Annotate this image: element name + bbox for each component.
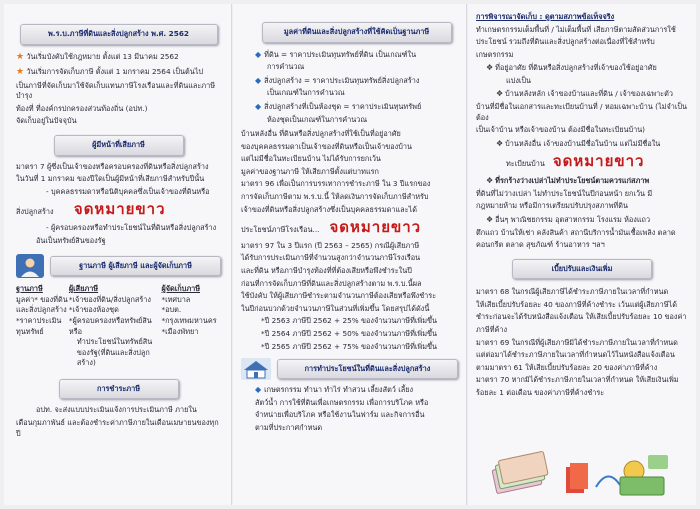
use-row <box>241 358 458 380</box>
diamond-icon: ❖ <box>486 63 494 73</box>
rate-row: *ปี 2565 ภาษีปี 2562 + 75% ของจำนวนภาษีที่เพิ่มขึ้น <box>261 341 438 351</box>
penalty-text: มาตรา 68 ในกรณีผู้เสียภาษีได้ชำระภาษีภายในเวลาที่กำหนด ให้เสียเบี้ยปรับร้อยละ 40 ของภาษีที่ค้างชำระ เว้นแต่ผู้เสียภาษีได้ ชำระก่อนจะได้รับหนังสือแจ้งเตือน ให้เสียเบี้ยปรับร้อยละ 10 ของค่า ภาษีที่ค้าง มาตรา 69 ในกรณีที่ผู้เสียภาษีมิได้ชำระภาษีภายในเวลาที่กำหนด แต่ต่อมาได้ชำระภาษีภายในเวลาที่กำหนดไว้ในหนังสือแจ้งเตือน ตามมาตรา 61 ให้เสียเบี้ยปรับร้อยละ 20 ของค่าภาษีที่ค้าง มาตรา 70 หากมิได้ชำระภาษีภายในเวลาที่กำหนด ให้เสียเงินเพิ่ม ร้อยละ 1 ต่อเดือน ของค่าภาษีที่ค้างชำระ <box>476 287 687 397</box>
rate-row: *ปี 2564 ภาษีปี 2562 + 50% ของจำนวนภาษีที่เพิ่มขึ้น <box>261 328 438 338</box>
title-box: พ.ร.บ.ภาษีที่ดินและสิ่งปลูกสร้าง พ.ศ. 2562 <box>20 24 218 45</box>
collect-box: การชำระภาษี <box>59 379 179 400</box>
column-head: ฐานภาษี <box>16 284 43 294</box>
tax-base-box: ฐานภาษี ผู้เสียภาษี และผู้จัดเก็บภาษี <box>50 256 221 277</box>
star-icon: ★ <box>16 51 25 62</box>
column-taxpayer: ผู้เสียภาษี *เจ้าของที่ดิน/สิ่งปลูกสร้าง *เจ้าของห้องชุด *ผู้ครอบครองหรือทรัพย์สินหรือ ทำประโยชน์ในทรัพย์สิน ของรัฐ(ที่ดินและสิ่งปลูกสร้าง) <box>69 284 162 369</box>
item-other-house: ❖ บ้านหลังอื่น เจ้าของบ้านมีชื่อในบ้าน แต่ไม่มีชื่อใน <box>496 138 661 148</box>
intro-text: จัดเก็บอยู่ในปัจจุบัน <box>16 116 77 126</box>
item-etc: ❖ อื่นๆ พาณิชยกรรม อุตสาหกรรม โรงแรม ห้องแถว <box>486 214 651 224</box>
value-item: ◆ สิ่งปลูกสร้าง = ราคาประเมินทุนทรัพย์สิ่งปลูกสร้าง <box>255 75 420 85</box>
tax-base-columns <box>16 284 221 369</box>
panel-middle: มูลค่าที่ดินและสิ่งปลูกสร้างที่ใช้คิดเป็นฐานภาษี ◆ ที่ดิน = ราคาประเมินทุนทรัพย์ที่ดิน เป็นเกณฑ์ใน การคำนวณ ◆ สิ่งปลูกสร้าง = ราคาประเมินทุนทรัพย์สิ่งปลูกสร้าง เป็นเกณฑ์ในการคำนวณ ◆ สิ่งปลูกสร้างที่เป็นห้องชุด = ราคาประเมินทุนทรัพย์ ห้องชุดเป็นเกณฑ์ในการคำนวณ บ้านหลังอื่น ที่ดินหรือสิ่งปลูกสร้างที่ใช้เป็นที่อยู่อาศัย ของบุคคลธรรมดาเป็นเจ้าของที่ดินหรือเป็นเจ้าของบ้าน แต่ไม่มีชื่อในทะเบียนบ้าน ไม่ได้รับการยกเว้น มูลค่าของฐานภาษี ให้เสียภาษีตั้งแต่บาทแรก มาตรา 96 เพื่อเป็นการบรรเทาการชำระภาษี ใน 3 ปีแรกของ การจัดเก็บภาษีตาม พ.ร.บ.นี้ ให้ลดเงินการจัดเก็บภาษีสำหรับ เจ้าของที่ดินหรือสิ่งปลูกสร้างซึ่งเป็นบุคคลธรรมดาและได้ ประโยชน์ภาษีโรงเรือน... จดหมายขาว มาตรา 97 ใน 3 ปีแรก (ปี 2563 – 2565) กรณีผู้เสียภาษี ได้รับการประเมินภาษีที่จำนวนสูงกว่าจำนวนภาษีโรงเรือน และที่ดิน หรือภาษีบำรุงท้องที่ที่ต้องเสียหรือพึงชำระในปี ก่อนที่การจัดเก็บภาษีที่ดินและสิ่งปลูกสร้างตาม พ.ร.บ.นี้ผล ใช้บังคับ ให้ผู้เสียภาษีชำระตามจำนวนภาษีต้องเสียหรือพึงชำระ ในปีก่อนบวกด้วยจำนวนภาษีในส่วนที่เพิ่มขึ้น โดยสรุปได้ดังนี้ *ปี 2563 ภาษีปี 2562 + 25% ของจำนวนภาษีที่เพิ่มขึ้น *ปี 2564 ภาษีปี 2562 + 50% ของจำนวนภาษีที่เพิ่มขึ้น *ปี 2565 ภาษีปี 2562 + 75% ของจำนวนภาษีที่เพิ่มขึ้น การทำประโยชน์ในที่ดินและสิ่งปลูกสร้าง ◆ เกษตรกรรม ทำนา ทำไร่ ทำสวน เลี้ยงสัตว์ เลี้ยง สัตว์น้ำ การใช้ที่ดินเพื่อเกษตรกรรม เพื่อการบริโภค หรือ จำหน่ายเพื่อบริโภค หรือใช้งานในฟาร์ม และกิจการอื่น ตามที่ประกาศกำหนด <box>233 4 467 505</box>
watermark: จดหมายขาว <box>552 152 645 171</box>
column-head: ผู้จัดเก็บภาษี <box>161 284 201 294</box>
intro-text: ท้องที่ ที่องค์กรปกครองส่วนท้องถิ่น (อปท.) <box>16 103 148 113</box>
money-illustration <box>488 447 678 499</box>
watermark: จดหมายขาว <box>329 218 422 237</box>
column-collector: ผู้จัดเก็บภาษี *เทศบาล *อบต. *กรุงเทพมหานคร *เมืองพัทยา <box>161 284 221 369</box>
house-icon <box>241 358 271 380</box>
bullet-icon: ◆ <box>255 75 262 85</box>
collect-text: เดือนกุมภาพันธ์ และต้องชำระค่าภาษีภายในเดือนเมษายนของทุกปี <box>16 417 219 438</box>
use-line: ◆ เกษตรกรรม ทำนา ทำไร่ ทำสวน เลี้ยงสัตว์ เลี้ยง <box>255 385 414 395</box>
diamond-icon: ❖ <box>486 176 494 186</box>
value-box: มูลค่าที่ดินและสิ่งปลูกสร้างที่ใช้คิดเป็นฐานภาษี <box>262 22 452 43</box>
section7-line: อันเป็นทรัพย์สินของรัฐ <box>36 235 106 245</box>
diamond-icon: ❖ <box>486 214 494 224</box>
diamond-icon: ❖ <box>496 89 504 99</box>
tax-base-row <box>16 254 221 278</box>
section7-line: ในวันที่ 1 มกราคม ของปีใดเป็นผู้มีหน้าที่เสียภาษีสำหรับปีนั้น <box>16 174 205 184</box>
star-line: ★ วันเริ่มการจัดเก็บภาษี ตั้งแต่ 1 มกราคม 2564 เป็นต้นไป <box>16 66 204 77</box>
body-text: บ้านหลังอื่น ที่ดินหรือสิ่งปลูกสร้างที่ใช้เป็นที่อยู่อาศัย ของบุคคลธรรมดาเป็นเจ้าของที่ดินหรือเป็นเจ้าของบ้าน แต่ไม่มีชื่อในทะเบียนบ้าน ไม่ได้รับการยกเว้น มูลค่าของฐานภาษี ให้เสียภาษีตั้งแต่บาทแรก มาตรา 96 เพื่อเป็นการบรรเทาการชำระภาษี ใน 3 ปีแรกของ การจัดเก็บภาษีตาม พ.ร.บ.นี้ ให้ลดเงินการจัดเก็บภาษีสำหรับ เจ้าของที่ดินหรือสิ่งปลูกสร้างซึ่งเป็นบุคคลธรรมดาและได้ ประโยชน์ภาษีโรงเรือน... จดหมายขาว มาตรา 97 ใน 3 ปีแรก (ปี 2563 – 2565) กรณีผู้เสียภาษี ได้รับการประเมินภาษีที่จำนวนสูงกว่าจำนวนภาษีโรงเรือน และที่ดิน หรือภาษีบำรุงท้องที่ที่ต้องเสียหรือพึงชำระในปี ก่อนที่การจัดเก็บภาษีที่ดินและสิ่งปลูกสร้างตาม พ.ร.บ.นี้ผล ใช้บังคับ ให้ผู้เสียภาษีชำระตามจำนวนภาษีต้องเสียหรือพึงชำระ ในปีก่อนบวกด้วยจำนวนภาษีในส่วนที่เพิ่มขึ้น โดยสรุปได้ดังนี้ *ปี 2563 ภาษีปี 2562 + 25% ของจำนวนภาษีที่เพิ่มขึ้น *ปี 2564 ภาษีปี 2562 + 50% ของจำนวนภาษีที่เพิ่มขึ้น *ปี 2565 ภาษีปี 2562 + 75% ของจำนวนภาษีที่เพิ่มขึ้น <box>241 129 458 352</box>
column-tax-base: ฐานภาษี มูลค่า* ของที่ดิน และสิ่งปลูกสร้าง *ราคาประเมิน ทุนทรัพย์ <box>16 284 68 336</box>
use-text: ◆ เกษตรกรรม ทำนา ทำไร่ ทำสวน เลี้ยงสัตว์ เลี้ยง สัตว์น้ำ การใช้ที่ดินเพื่อเกษตรกรรม เพื่อการบริโภค หรือ จำหน่ายเพื่อบริโภค หรือใช้งานในฟาร์ม และกิจการอื่น ตามที่ประกาศกำหนด <box>255 384 458 433</box>
section7-line: สิ่งปลูกสร้าง จดหมายขาว <box>16 200 166 219</box>
collect-text: อปท. จะส่งแบบประเมินแจ้งการประเมินภาษี ภายใน <box>36 405 197 415</box>
bullet-icon: ◆ <box>255 385 262 395</box>
column-head: ผู้เสียภาษี <box>68 284 99 294</box>
section7-line: มาตรา 7 ผู้ซึ่งเป็นเจ้าของหรือครอบครองที่ดินหรือสิ่งปลูกสร้าง <box>16 161 209 171</box>
star-icon: ★ <box>16 66 25 77</box>
value-item: ◆ สิ่งปลูกสร้างที่เป็นห้องชุด = ราคาประเมินทุนทรัพย์ <box>255 101 422 111</box>
use-box: การทำประโยชน์ในที่ดินและสิ่งปลูกสร้าง <box>277 359 458 380</box>
rate-row: *ปี 2563 ภาษีปี 2562 + 25% ของจำนวนภาษีที่เพิ่มขึ้น <box>261 316 438 326</box>
section7-line: - บุคคลธรรมดาหรือนิติบุคคลซึ่งเป็นเจ้าของที่ดินหรือ <box>46 186 210 196</box>
item-main-house: ❖ บ้านหลังหลัก เจ้าของบ้านและที่ดิน / เจ้าของเฉพาะตัว <box>496 89 673 99</box>
consideration-heading: การพิจารณาจัดเก็บ : ดูตามสภาพข้อเท็จจริง <box>476 12 615 21</box>
watermark: จดหมายขาว <box>73 200 166 219</box>
item-residential: ❖ ที่อยู่อาศัย ที่ดินหรือสิ่งปลูกสร้างที่เจ้าของใช้อยู่อาศัย <box>486 63 657 73</box>
panel-left <box>4 4 232 505</box>
taxpayer-box: ผู้มีหน้าที่เสียภาษี <box>54 135 184 156</box>
bullet-icon: ◆ <box>255 49 262 59</box>
bullet-icon: ◆ <box>255 101 262 111</box>
section7-line: - ผู้ครอบครองหรือทำประโยชน์ในที่ดินหรือสิ่งปลูกสร้าง <box>46 223 217 233</box>
item-vacant: ❖ ที่รกร้างว่างเปล่าไม่ทำประโยชน์ตามควรแก่สภาพ <box>486 176 650 186</box>
penalty-box: เบี้ยปรับและเงินเพิ่ม <box>512 259 652 280</box>
value-item: ◆ ที่ดิน = ราคาประเมินทุนทรัพย์ที่ดิน เป็นเกณฑ์ใน <box>255 49 417 59</box>
intro-text: เป็นภาษีที่จัดเก็บมาใช้จัดเก็บแทนภาษีโรงเรือนและที่ดินและภาษีบำรุง <box>16 80 216 101</box>
body-line: ประโยชน์ภาษีโรงเรือน... จดหมายขาว <box>241 218 422 237</box>
diamond-icon: ❖ <box>496 138 504 148</box>
person-icon <box>16 254 44 278</box>
panel-right: การพิจารณาจัดเก็บ : ดูตามสภาพข้อเท็จจริง ทำเกษตรกรรมเต็มพื้นที่ / ไม่เต็มพื้นที่ เสียภาษีตามสัดส่วนการใช้ ประโยชน์ รวมถึงที่ดินและสิ่งปลูกสร้างต่อเนื่องที่ใช้สำหรับ เกษตรกรรม ❖ ที่อยู่อาศัย ที่ดินหรือสิ่งปลูกสร้างที่เจ้าของใช้อยู่อาศัย แบ่งเป็น ❖ บ้านหลังหลัก เจ้าของบ้านและที่ดิน / เจ้าของเฉพาะตัว บ้านที่มีชื่อในเอกสารและทะเบียนบ้านที่ / หอมเฉพาะบ้าน (ไม่จำเป็นต้อง เป็นเจ้าบ้าน หรือเจ้าของบ้าน ต้องมีชื่อในทะเบียนบ้าน) ❖ บ้านหลังอื่น เจ้าของบ้านมีชื่อในบ้าน แต่ไม่มีชื่อใน ทะเบียนบ้าน จดหมายขาว ❖ ที่รกร้างว่างเปล่าไม่ทำประโยชน์ตามควรแก่สภาพ ที่ดินที่ไม่ว่างเปล่า ไม่ทำประโยชน์ในปีก่อนหน้า ยกเว้น มี กฎหมายห้าม หรือมีการเตรียมปรับปรุงสภาพที่ดิน ❖ อื่นๆ พาณิชยกรรม อุตสาหกรรม โรงแรม ห้องแถว ตึกแถว บ้านให้เช่า คลังสินค้า สถานีบริการน้ำมันเชื้อเพลิง ตลาด คอนกรีต ตลาด สุขภัณฑ์ ร้านอาหาร ฯลฯ เบี้ยปรับและเงินเพิ่ม มาตรา 68 ในกรณีผู้เสียภาษีได้ชำระภาษีภายในเวลาที่กำหนด ให้เสียเบี้ยปรับร้อยละ 40 ของภาษีที่ค้างชำระ เว้นแต่ผู้เสียภาษีได้ ชำระก่อนจะได้รับหนังสือแจ้งเตือน ให้เสียเบี้ยปรับร้อยละ 10 ของค่า ภาษีที่ค้าง มาตรา 69 ในกรณีที่ผู้เสียภาษีมิได้ชำระภาษีภายในเวลาที่กำหนด แต่ต่อมาได้ชำระภาษีภายในเวลาที่กำหนดไว้ในหนังสือแจ้งเตือน ตามมาตรา 61 ให้เสียเบี้ยปรับร้อยละ 20 ของค่าภาษีที่ค้าง มาตรา 70 หากมิได้ชำระภาษีภายในเวลาที่กำหนด ให้เสียเงินเพิ่ม ร้อยละ 1 ต่อเดือน ของค่าภาษีที่ค้างชำระ <box>468 4 696 505</box>
item-other-cont: ทะเบียนบ้าน จดหมายขาว <box>506 152 645 171</box>
star-line: ★ วันเริ่มบังคับใช้กฎหมาย ตั้งแต่ 13 มีนาคม 2562 <box>16 51 179 62</box>
